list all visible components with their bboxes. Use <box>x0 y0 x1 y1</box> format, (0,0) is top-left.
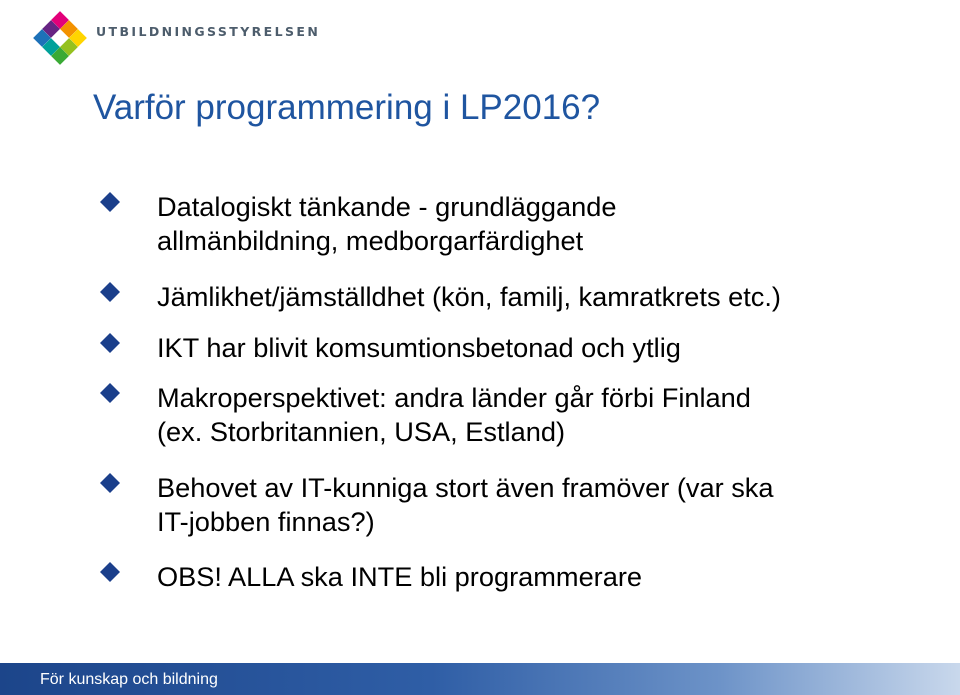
bullet-text <box>157 331 937 365</box>
bullet-line: Datalogiskt tänkande - grundläggande <box>157 191 617 222</box>
bullet-line: Makroperspektivet: andra länder går förbi Finland <box>157 382 751 413</box>
bullet-line: allmänbildning, medborgarfärdighet <box>157 225 584 256</box>
utbildningsstyrelsen-logo <box>30 8 90 68</box>
bullet-text <box>157 381 937 449</box>
bullet-text <box>157 471 937 539</box>
diamond-bullet-icon <box>98 331 122 355</box>
bullet-line: (ex. Storbritannien, USA, Estland) <box>157 416 565 447</box>
diamond-bullet-icon <box>98 471 122 495</box>
bullet-line: OBS! ALLA ska INTE bli programmerare <box>157 561 643 592</box>
slide-title: Varför programmering i LP2016? <box>93 88 601 127</box>
diamond-bullet-icon <box>98 280 122 304</box>
footer-slogan: För kunskap och bildning <box>40 671 218 688</box>
bullet-line: IKT har blivit komsumtionsbetonad och ytlig <box>157 332 681 363</box>
footer-bar <box>0 663 960 695</box>
bullet-line: Behovet av IT-kunniga stort även framöver (var ska <box>157 472 774 503</box>
diamond-bullet-icon <box>98 381 122 405</box>
diamond-bullet-icon <box>98 190 122 214</box>
bullet-line: IT-jobben finnas?) <box>157 506 375 537</box>
brand-wordmark: UTBILDNINGSSTYRELSEN <box>96 24 321 39</box>
bullet-text <box>157 190 937 258</box>
bullet-text <box>157 280 937 314</box>
diamond-logo-icon <box>30 8 90 68</box>
bullet-text <box>157 560 937 594</box>
diamond-bullet-icon <box>98 560 122 584</box>
bullet-line: Jämlikhet/jämställdhet (kön, familj, kamratkrets etc.) <box>157 281 781 312</box>
